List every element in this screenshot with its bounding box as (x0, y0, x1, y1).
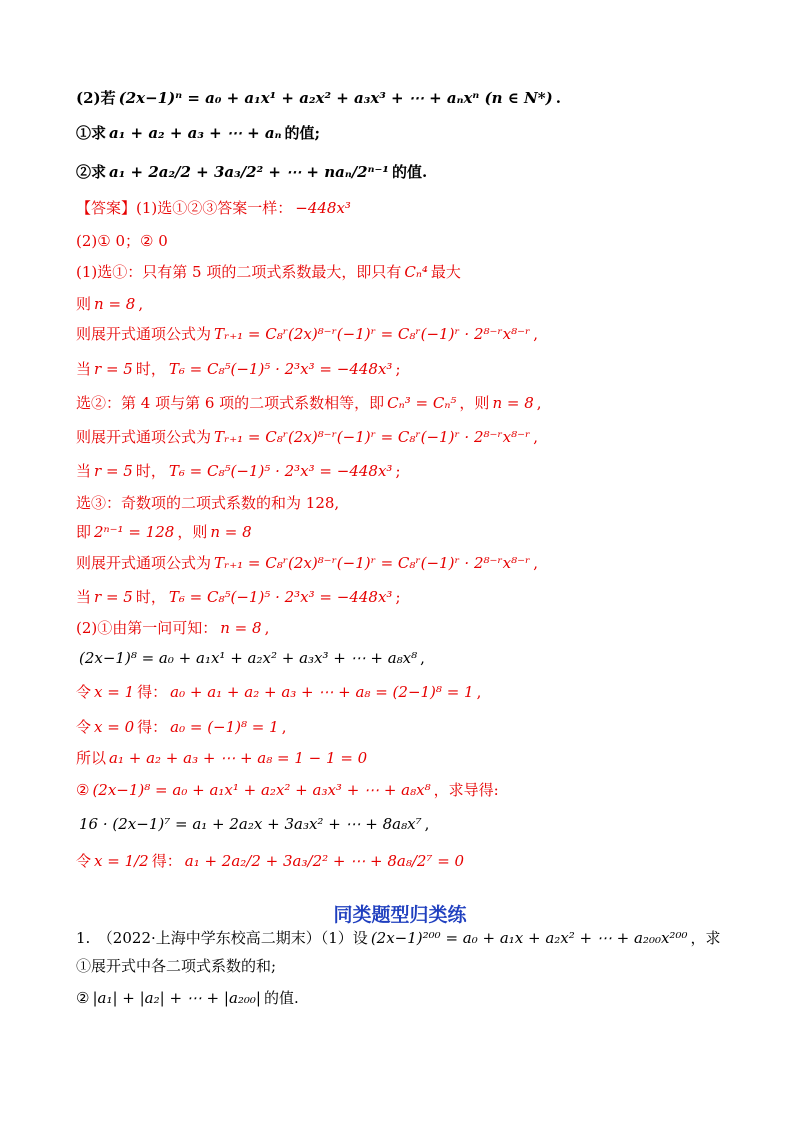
text-run: , (138, 295, 144, 313)
text-run: ，求 (690, 929, 721, 947)
math-expression: n = 8 (492, 394, 534, 412)
text-line (76, 197, 760, 219)
text-line (76, 261, 760, 283)
math-expression: a₀ = (−1)⁸ = 1 (170, 718, 279, 736)
text-run: , (476, 683, 482, 701)
text-run: 时， (135, 360, 166, 378)
text-run: , (281, 718, 287, 736)
text-run: 即 (76, 523, 92, 541)
math-expression: (2x−1)²⁰⁰ = a₀ + a₁x + a₂x² + ⋯ + a₂₀₀x²⁰⁰ (370, 929, 688, 947)
text-run: , (533, 325, 539, 343)
text-run: 得： (137, 683, 168, 701)
text-run: ② (76, 989, 90, 1007)
text-line (76, 392, 760, 414)
math-expression: a₁ + a₂ + a₃ + ⋯ + a₈ = 1 − 1 = 0 (109, 749, 368, 767)
text-line (76, 122, 760, 144)
text-line (76, 716, 760, 738)
text-run: ，则 (459, 394, 490, 412)
math-expression: a₁ + 2a₂/2 + 3a₃/2² + ⋯ + 8a₈/2⁷ = 0 (184, 852, 465, 870)
text-run: 【答案】(1)选①②③答案一样： (76, 199, 293, 217)
text-run: 时， (135, 588, 166, 606)
text-run: (2)① 0；② 0 (76, 232, 168, 250)
text-line (76, 779, 760, 801)
text-run: 所以 (76, 749, 107, 767)
text-run: ，则 (177, 523, 208, 541)
text-run: 则展开式通项公式为 (76, 554, 212, 572)
text-run: , (533, 428, 539, 446)
text-run: 的值. (391, 163, 428, 181)
text-run: 当 (76, 360, 92, 378)
text-line (76, 681, 760, 703)
text-run: 令 (76, 852, 92, 870)
text-line (76, 492, 760, 514)
text-run: 当 (76, 588, 92, 606)
math-expression: n = 8 (210, 523, 252, 541)
math-expression: −448x³ (295, 199, 351, 217)
text-run: , (420, 649, 425, 667)
text-run: (2)若 (76, 89, 116, 107)
math-expression: Tᵣ₊₁ = C₈ʳ(2x)⁸⁻ʳ(−1)ʳ = C₈ʳ(−1)ʳ · 2⁸⁻ʳx⁸⁻ʳ (214, 428, 531, 446)
text-run: ，求导得: (433, 781, 499, 799)
text-line (76, 323, 760, 345)
text-run: (2)①由第一问可知： (76, 619, 218, 637)
math-expression: r = 5 (94, 462, 133, 480)
text-run: ①展开式中各二项式系数的和; (76, 957, 277, 975)
math-expression: (2x−1)ⁿ = a₀ + a₁x¹ + a₂x² + a₃x³ + ⋯ + aₙxⁿ (n ∈ N*) (118, 89, 553, 107)
text-run: 则展开式通项公式为 (76, 428, 212, 446)
text-run: ② (76, 781, 90, 799)
text-line (76, 293, 760, 315)
text-run: 得： (137, 718, 168, 736)
text-run: ①求 (76, 124, 107, 142)
math-expression: (2x−1)⁸ = a₀ + a₁x¹ + a₂x² + a₃x³ + ⋯ + a₈x⁸ (92, 781, 431, 799)
text-run: 得： (151, 852, 182, 870)
math-expression: T₆ = C₈⁵(−1)⁵ · 2³x³ = −448x³ (168, 360, 393, 378)
math-expression: Cₙ³ = Cₙ⁵ (387, 394, 457, 412)
text-run: 选③：奇数项的二项式系数的和为 128, (76, 494, 340, 512)
text-run: 选②：第 4 项与第 6 项的二项式系数相等，即 (76, 394, 385, 412)
math-expression: Cₙ⁴ (404, 263, 428, 281)
text-run: , (536, 394, 542, 412)
text-line (76, 521, 760, 543)
text-line (76, 426, 760, 448)
text-line (76, 617, 760, 639)
math-expression: x = 1 (94, 683, 135, 701)
text-run: 则展开式通项公式为 (76, 325, 212, 343)
text-run: 最大 (430, 263, 461, 281)
text-line (76, 955, 760, 977)
math-expression: T₆ = C₈⁵(−1)⁵ · 2³x³ = −448x³ (168, 588, 393, 606)
math-expression: r = 5 (94, 360, 133, 378)
text-run: 1. （2022·上海中学东校高二期末）（1）设 (76, 929, 368, 947)
math-expression: n = 8 (220, 619, 262, 637)
text-line (76, 87, 760, 109)
text-run: ; (395, 588, 401, 606)
math-expression: T₆ = C₈⁵(−1)⁵ · 2³x³ = −448x³ (168, 462, 393, 480)
math-expression: 2ⁿ⁻¹ = 128 (94, 523, 175, 541)
text-run: . (555, 89, 561, 107)
text-run: 时， (135, 462, 166, 480)
math-expression: (2x−1)⁸ = a₀ + a₁x¹ + a₂x² + a₃x³ + ⋯ + a₈x⁸ (79, 649, 418, 667)
math-expression: x = 0 (94, 718, 135, 736)
text-run: 当 (76, 462, 92, 480)
math-expression: x = 1/2 (94, 852, 149, 870)
math-expression: Tᵣ₊₁ = C₈ʳ(2x)⁸⁻ʳ(−1)ʳ = C₈ʳ(−1)ʳ · 2⁸⁻ʳx⁸⁻ʳ (214, 325, 531, 343)
text-line (76, 460, 760, 482)
text-run: (1)选①：只有第 5 项的二项式系数最大，即只有 (76, 263, 402, 281)
text-line (76, 358, 760, 380)
text-line (76, 552, 760, 574)
text-line (76, 987, 760, 1009)
math-expression: a₀ + a₁ + a₂ + a₃ + ⋯ + a₈ = (2−1)⁸ = 1 (170, 683, 474, 701)
math-expression: a₁ + 2a₂/2 + 3a₃/2² + ⋯ + naₙ/2ⁿ⁻¹ (109, 163, 389, 181)
text-run: , (264, 619, 270, 637)
math-expression: r = 5 (94, 588, 133, 606)
section-title: 同类题型归类练 (333, 904, 467, 926)
text-line (76, 647, 760, 669)
math-expression: n = 8 (94, 295, 136, 313)
text-run: ; (395, 462, 401, 480)
text-line (76, 747, 760, 769)
text-run: ; (395, 360, 401, 378)
text-run: 令 (76, 718, 92, 736)
text-run: ②求 (76, 163, 107, 181)
text-run: 的值. (263, 989, 299, 1007)
text-run: , (533, 554, 539, 572)
text-run: 的值; (284, 124, 321, 142)
math-expression: a₁ + a₂ + a₃ + ⋯ + aₙ (109, 124, 282, 142)
text-line (76, 586, 760, 608)
text-line (76, 850, 760, 872)
text-line (76, 161, 760, 183)
math-expression: |a₁| + |a₂| + ⋯ + |a₂₀₀| (92, 989, 261, 1007)
text-run: 则 (76, 295, 92, 313)
text-line (76, 230, 760, 252)
text-run: 令 (76, 683, 92, 701)
math-expression: 16 · (2x−1)⁷ = a₁ + 2a₂x + 3a₃x² + ⋯ + 8a₈x⁷ (79, 815, 422, 833)
text-line (76, 927, 760, 949)
math-expression: Tᵣ₊₁ = C₈ʳ(2x)⁸⁻ʳ(−1)ʳ = C₈ʳ(−1)ʳ · 2⁸⁻ʳx⁸⁻ʳ (214, 554, 531, 572)
text-line (76, 813, 760, 835)
text-run: , (424, 815, 430, 833)
